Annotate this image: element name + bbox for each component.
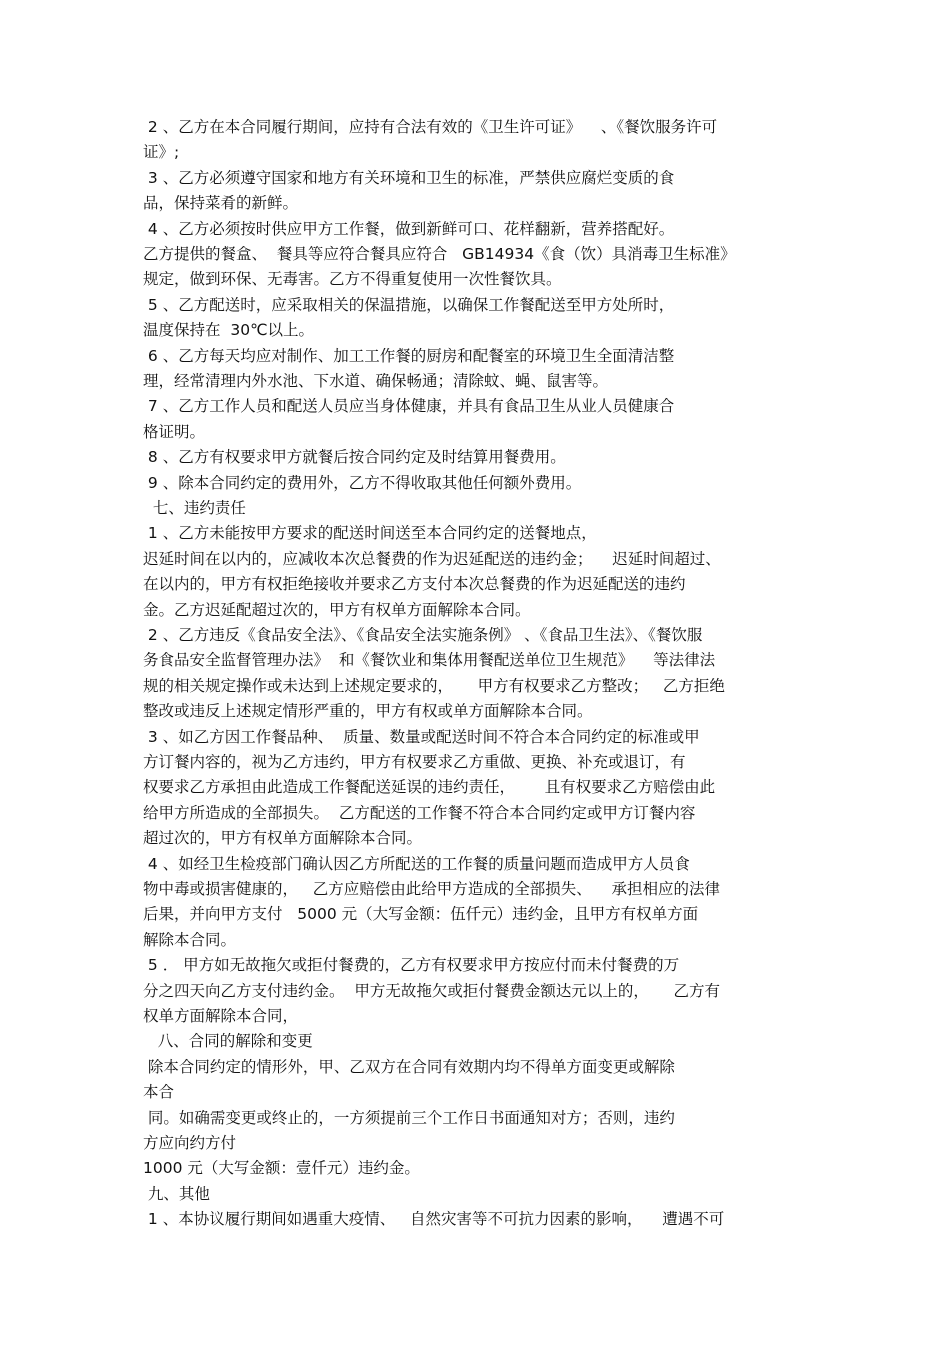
text-line: 九、其他 xyxy=(143,1184,210,1203)
text-line: 乙方提供的餐盒、 餐具等应符合餐具应符合 GB14934《食（饮）具消毒卫生标准》 xyxy=(143,245,736,263)
text-line: 后果，并向甲方支付 5000 元（大写金额：伍仟元）违约金，且甲方有权单方面 xyxy=(143,905,699,924)
text-line: 物中毒或损害健康的， 乙方应赔偿由此给甲方造成的全部损失、 承担相应的法律 xyxy=(143,880,720,898)
text-line: 方应向约方付 xyxy=(143,1134,237,1152)
text-line: 解除本合同。 xyxy=(143,930,237,949)
text-line: 2 、乙方在本合同履行期间，应持有合法有效的《卫生许可证》 、《餐饮服务许可 xyxy=(143,118,718,136)
text-line: 本合 xyxy=(143,1083,175,1102)
text-line: 分之四天向乙方支付违约金。 甲方无故拖欠或拒付餐费金额达元以上的， 乙方有 xyxy=(143,981,720,1000)
text-line: 除本合同约定的情形外，甲、乙双方在合同有效期内均不得单方面变更或解除 xyxy=(143,1057,675,1076)
text-line: 6 、乙方每天均应对制作、加工工作餐的厨房和配餐室的环境卫生全面清洁整 xyxy=(143,346,675,365)
text-line: 品，保持菜肴的新鲜。 xyxy=(143,194,299,213)
text-line: 八、合同的解除和变更 xyxy=(143,1032,313,1051)
text-line: 3 、乙方必须遵守国家和地方有关环境和卫生的标准，严禁供应腐烂变质的食 xyxy=(143,168,675,187)
text-line: 温度保持在 30℃以上。 xyxy=(143,321,314,340)
text-line: 权单方面解除本合同， xyxy=(143,1007,299,1025)
text-line: 给甲方所造成的全部损失。 乙方配送的工作餐不符合本合同约定或甲方订餐内容 xyxy=(143,803,696,822)
text-line: 4 、乙方必须按时供应甲方工作餐，做到新鲜可口、花样翻新，营养搭配好。 xyxy=(143,219,675,238)
text-line: 5 、乙方配送时，应采取相关的保温措施，以确保工作餐配送至甲方处所时， xyxy=(143,295,675,314)
text-line: 权要求乙方承担由此造成工作餐配送延误的违约责任， 且有权要求乙方赔偿由此 xyxy=(143,778,716,797)
text-line: 理，经常清理内外水池、下水道、确保畅通；清除蚊、蝇、鼠害等。 xyxy=(143,372,609,390)
text-line: 超过次的，甲方有权单方面解除本合同。 xyxy=(143,829,423,848)
text-line: 七、违约责任 xyxy=(143,499,246,517)
text-line: 规的相关规定操作或未达到上述规定要求的， 甲方有权要求乙方整改； 乙方拒绝 xyxy=(143,676,725,695)
text-line: 务食品安全监督管理办法》 和《餐饮业和集体用餐配送单位卫生规范》 等法律法 xyxy=(143,651,716,670)
text-line: 5 ． 甲方如无故拖欠或拒付餐费的，乙方有权要求甲方按应付而未付餐费的万 xyxy=(143,956,680,975)
text-line: 8 、乙方有权要求甲方就餐后按合同约定及时结算用餐费用。 xyxy=(143,448,566,467)
text-line: 9 、除本合同约定的费用外，乙方不得收取其他任何额外费用。 xyxy=(143,473,582,492)
text-line: 1 、本协议履行期间如遇重大疫情、 自然灾害等不可抗力因素的影响， 遭遇不可 xyxy=(143,1210,725,1229)
text-line: 同。如确需变更或终止的，一方须提前三个工作日书面通知对方；否则，违约 xyxy=(143,1108,675,1127)
text-line: 规定，做到环保、无毒害。乙方不得重复使用一次性餐饮具。 xyxy=(143,270,562,289)
text-line: 整改或违反上述规定情形严重的，甲方有权或单方面解除本合同。 xyxy=(143,702,593,721)
text-line: 3 、如乙方因工作餐品种、 质量、数量或配送时间不符合本合同约定的标准或甲 xyxy=(143,727,700,746)
text-line: 4 、如经卫生检疫部门确认因乙方所配送的工作餐的质量问题而造成甲方人员食 xyxy=(143,854,690,873)
text-line: 1000 元（大写金额：壹仟元）违约金。 xyxy=(143,1159,420,1178)
text-line: 2 、乙方违反《食品安全法》、《食品安全法实施条例》 、《食品卫生法》、《餐饮服 xyxy=(143,626,703,644)
text-line: 迟延时间在以内的，应减收本次总餐费的作为迟延配送的违约金； 迟延时间超过、 xyxy=(143,549,721,568)
text-line: 7 、乙方工作人员和配送人员应当身体健康，并具有食品卫生从业人员健康合 xyxy=(143,397,675,416)
text-line: 金。乙方迟延配超过次的，甲方有权单方面解除本合同。 xyxy=(143,600,531,619)
text-line: 方订餐内容的，视为乙方违约，甲方有权要求乙方重做、更换、补充或退订，有 xyxy=(143,753,686,771)
text-line: 在以内的，甲方有权拒绝接收并要求乙方支付本次总餐费的作为迟延配送的违约 xyxy=(143,575,686,594)
text-line: 1 、乙方未能按甲方要求的配送时间送至本合同约定的送餐地点， xyxy=(143,524,597,543)
text-line: 证》; xyxy=(143,143,180,162)
text-line: 格证明。 xyxy=(143,422,206,441)
